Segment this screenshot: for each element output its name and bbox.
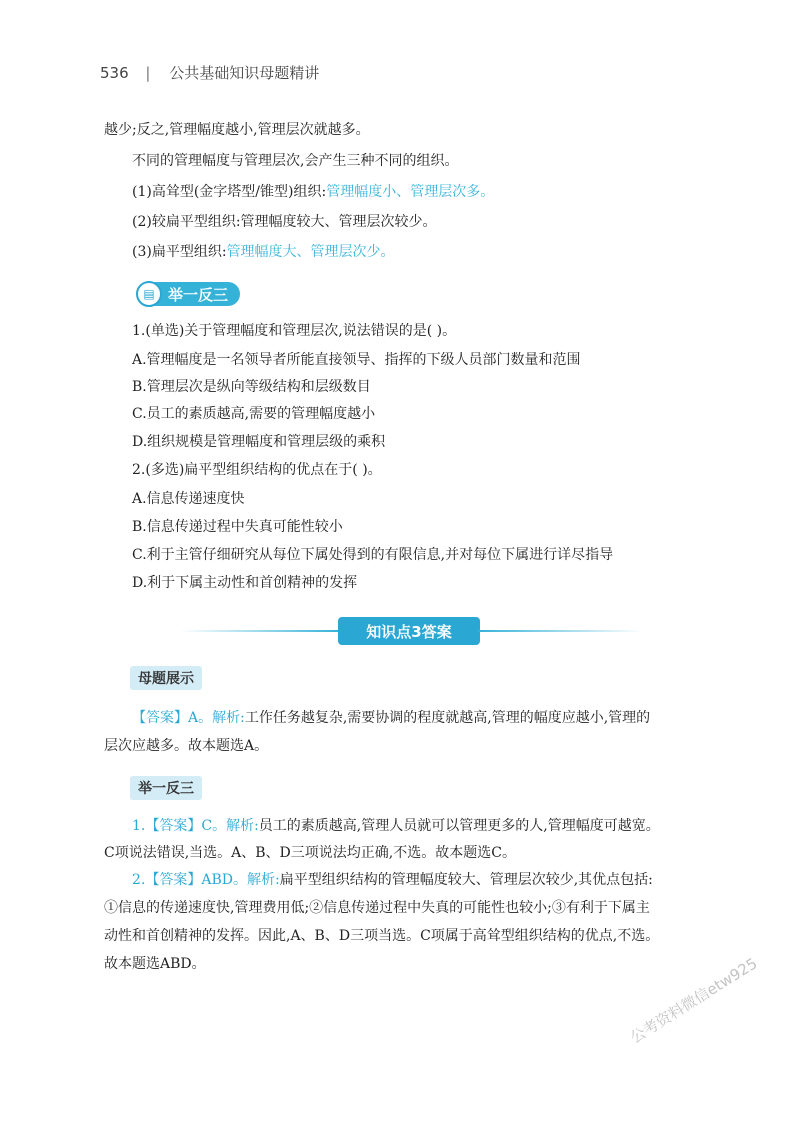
organization-type-semi-flat: (2)较扁平型组织:管理幅度较大、管理层次较少。 xyxy=(132,214,437,230)
page-number: 536 xyxy=(100,64,129,82)
document-icon: ▤ xyxy=(136,281,162,307)
book-title: 公共基础知识母题精讲 xyxy=(169,64,320,82)
answer-label: 【答案】A。解析: xyxy=(132,710,245,726)
practice-answer-tag: 举一反三 xyxy=(130,776,202,800)
practice-answer-2-line: ①信息的传递速度快,管理费用低;②信息传递过程中失真的可能性也较小;③有利于下属主 xyxy=(104,900,650,916)
answer-1-line: 层次应越多。故本题选A。 xyxy=(104,738,269,754)
practice-answer-1-line: C项说法错误,当选。A、B、D三项说法均正确,不选。故本题选C。 xyxy=(104,845,516,861)
answer-text: 扁平型组织结构的管理幅度较大、管理层次较少,其优点包括: xyxy=(279,872,653,888)
answer-section-title: 知识点3答案 xyxy=(338,617,480,645)
item-highlight: 管理幅度大、管理层次少。 xyxy=(226,244,395,260)
answer-text: 员工的素质越高,管理人员就可以管理更多的人,管理幅度可越宽。 xyxy=(258,818,660,834)
header-separator: | xyxy=(145,64,151,82)
question-1: 1.(单选)关于管理幅度和管理层次,说法错误的是( )。 xyxy=(132,323,457,339)
q1-option-c: C.员工的素质越高,需要的管理幅度越小 xyxy=(132,406,376,422)
q1-option-a: A.管理幅度是一名领导者所能直接领导、指挥的下级人员部门数量和范围 xyxy=(132,352,581,368)
practice-answer-1-line xyxy=(132,816,660,836)
answer-label: 1.【答案】C。解析: xyxy=(132,818,259,834)
question-2: 2.(多选)扁平型组织结构的优点在于( )。 xyxy=(132,462,382,478)
section-divider-right xyxy=(478,630,643,632)
q1-option-b: B.管理层次是纵向等级结构和层级数目 xyxy=(132,379,371,395)
practice-answer-2-line: 动性和首创精神的发挥。因此,A、B、D三项当选。C项属于高耸型组织结构的优点,不选。 xyxy=(104,928,660,944)
item-highlight: 管理幅度小、管理层次多。 xyxy=(326,184,495,200)
practice-answer-2-line xyxy=(132,870,653,890)
q2-option-a: A.信息传递速度快 xyxy=(132,491,245,507)
section-divider-left xyxy=(180,630,340,632)
q1-option-d: D.组织规模是管理幅度和管理层级的乘积 xyxy=(132,434,386,450)
page-header xyxy=(100,62,319,83)
item-text: (3)扁平型组织: xyxy=(132,244,227,260)
q2-option-c: C.利于主管仔细研究从每位下属处得到的有限信息,并对每位下属进行详尽指导 xyxy=(132,547,614,563)
q2-option-b: B.信息传递过程中失真可能性较小 xyxy=(132,519,343,535)
mother-question-tag: 母题展示 xyxy=(130,666,202,690)
organization-type-tall xyxy=(132,182,494,202)
paragraph-line: 不同的管理幅度与管理层次,会产生三种不同的组织。 xyxy=(132,153,459,169)
paragraph-line: 越少;反之,管理幅度越小,管理层次就越多。 xyxy=(104,122,370,138)
practice-answer-2-line: 故本题选ABD。 xyxy=(104,956,206,972)
watermark-text: 公考资料微信etw925 xyxy=(627,954,761,1047)
item-text: (1)高耸型(金字塔型/锥型)组织: xyxy=(132,184,327,200)
answer-text: 工作任务越复杂,需要协调的程度就越高,管理的幅度应越小,管理的 xyxy=(244,710,651,726)
practice-badge xyxy=(136,280,240,308)
organization-type-flat xyxy=(132,242,395,262)
answer-label: 2.【答案】ABD。解析: xyxy=(132,872,280,888)
q2-option-d: D.利于下属主动性和首创精神的发挥 xyxy=(132,575,358,591)
answer-1-line xyxy=(132,708,650,728)
practice-badge-label: 举一反三 xyxy=(154,282,240,306)
